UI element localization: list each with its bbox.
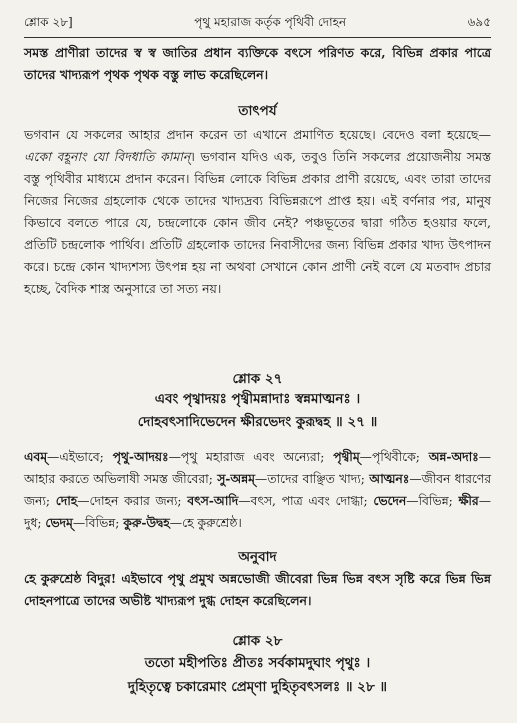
intro-paragraph: সমস্ত প্রাণীরা তাদের স্ব স্ব জাতির প্রধান ব্যক্তিকে বৎসে পরিণত করে, বিভিন্ন প্রকার পাত্রে তাদের খাদ্যরূপ পৃথক পৃথক বস্তু লাভ করেছিলেন। bbox=[24, 45, 491, 82]
synonym-meaning: বিভিন্ন; bbox=[85, 516, 124, 530]
synonym-word: ক্ষীর bbox=[458, 493, 479, 508]
synonym-word: পৃথ্বীম্ bbox=[333, 449, 360, 464]
synonym-meaning: হে কুরুশ্রেষ্ঠ। bbox=[182, 516, 242, 530]
synonym-meaning: বৎস, পাত্র এবং দোগ্ধা; bbox=[250, 494, 374, 508]
purport-text-b: । ভগবান যদিও এক, তবুও তিনি সকলের প্রয়োজনীয় সমস্ত বস্তু পৃথিবীর মাধ্যমে প্রদান করেন। বিভিন্ন লোকে বিভিন্ন প্রকার প্রাণী রয়েছে, এবং তারা তাদের নিজের নিজের গ্রহলোক থেকে তাদের খাদ্যদ্রব্য বিভিন্নরূপে প্রাপ্ত হয়। এই বর্ণনার পর, মানুষ কিভাবে বলতে পারে যে, চন্দ্রলোকে কোন জীব নেই? পঞ্চভূতের দ্বারা গঠিত হওয়ার ফলে, প্রতিটি চন্দ্রলোক পার্থিব। প্রতিটি গ্রহলোক তাদের নিবাসীদের জন্য বিভিন্ন প্রকার খাদ্য উৎপাদন করে। চন্দ্রে কোন খাদ্যশস্য উৎপন্ন হয় না অথবা সেখানে কোন প্রাণী নেই বলে যে মতবাদ প্রচার হচ্ছে, বৈদিক শাস্ত্র অনুসারে তা সত্য নয়। bbox=[24, 149, 491, 296]
synonym-meaning: বিভিন্ন; bbox=[418, 494, 459, 508]
verse-27-heading: শ্লোক ২৭ bbox=[232, 371, 283, 387]
verse-27-line-1: এবং পৃথ্বাদয়ঃ পৃথ্বীমন্নাদাঃ স্বন্নমাত্মনঃ । bbox=[154, 391, 361, 407]
header-verse-ref: শ্লোক ২৮] bbox=[24, 15, 73, 29]
header-chapter-title: পৃথু মহারাজ কর্তৃক পৃথিবী দোহন bbox=[194, 15, 347, 29]
purport-paragraph bbox=[24, 124, 491, 300]
synonym-word: এবম্ bbox=[24, 449, 48, 464]
synonym-meaning: দোহন করার জন্য; bbox=[89, 494, 188, 508]
verse-28-line-1: ততো মহীপতিঃ প্রীতঃ সর্বকামদুঘাং পৃথুঃ । bbox=[144, 655, 371, 671]
synonym-meaning: পৃথিবীকে; bbox=[371, 450, 429, 464]
translation-heading: অনুবাদ bbox=[238, 549, 277, 565]
synonym-word: দোহ bbox=[55, 493, 78, 508]
verse-28-heading: শ্লোক ২৮ bbox=[232, 633, 283, 649]
synonyms-paragraph: এবম্—এইভাবে; পৃথু-আদয়ঃ—পৃথু মহারাজ এবং অন্যেরা; পৃথ্বীম্—পৃথিবীকে; অন্ন-অদাঃ—আহার করতে অভিলাষী সমস্ত জীবেরা; সু-অন্নম্—তাদের বাঞ্ছিত খাদ্য; আত্মনঃ—জীবন ধারণের জন্য; দোহ—দোহন করার জন্য; বৎস-আদি—বৎস, পাত্র এবং দোগ্ধা; ভেদেন—বিভিন্ন; ক্ষীর—দুধ; ভেদম্—বিভিন্ন; কুরু-উদ্বহ—হে কুরুশ্রেষ্ঠ। bbox=[24, 449, 491, 530]
synonym-word: বৎস-আদি bbox=[187, 493, 239, 508]
synonym-word: ভেদেন bbox=[373, 493, 407, 508]
synonym-meaning: দুধ; bbox=[24, 516, 46, 530]
translation-paragraph: হে কুরুশ্রেষ্ঠ বিদুর! এইভাবে পৃথু প্রমুখ অন্নভোজী জীবেরা ভিন্ন ভিন্ন বৎস সৃষ্টি করে ভিন্ন ভিন্ন দোহনপাত্রে তাদের অভীষ্ট খাদ্যরূপ দুগ্ধ দোহন করেছিলেন। bbox=[24, 571, 491, 608]
synonym-word: ভেদম্ bbox=[45, 515, 73, 530]
synonym-meaning: এইভাবে; bbox=[59, 450, 113, 464]
purport-quote: একো বহূনাং যো বিদধাতি কামান্ bbox=[24, 149, 191, 164]
purport-text-a: ভগবান যে সকলের আহার প্রদান করেন তা এখানে প্রমাণিত হয়েছে। বেদেও বলা হয়েছে— bbox=[24, 127, 491, 142]
synonym-word: কুরু-উদ্বহ bbox=[123, 515, 170, 530]
synonym-meaning: পৃথু মহারাজ এবং অন্যেরা; bbox=[180, 450, 334, 464]
page-header bbox=[24, 12, 491, 38]
page-number: ৬৯৫ bbox=[467, 15, 491, 29]
synonym-word: অন্ন-অদাঃ bbox=[428, 449, 479, 464]
synonym-word: পৃথু-আদয়ঃ bbox=[112, 449, 169, 464]
synonym-meaning: আহার করতে অভিলাষী সমস্ত জীবেরা; bbox=[24, 472, 218, 486]
synonym-meaning: তাদের বাঞ্ছিত খাদ্য; bbox=[267, 472, 370, 486]
synonym-meaning: জীবন ধারণের জন্য; bbox=[24, 472, 491, 508]
verse-28-line-2: দুহিতৃত্বে চকারেমাং প্রেম্ণা দুহিতৃবৎসলঃ ॥ ২৮ ॥ bbox=[127, 679, 388, 695]
synonym-word: আত্মনঃ bbox=[369, 471, 410, 486]
synonym-word: সু-অন্নম্ bbox=[217, 471, 255, 486]
verse-27-line-2: দোহবৎসাদিভেদেন ক্ষীরভেদং কুরূদ্বহ ॥ ২৭ ॥ bbox=[137, 414, 378, 430]
purport-heading: তাৎপর্য bbox=[238, 103, 277, 119]
